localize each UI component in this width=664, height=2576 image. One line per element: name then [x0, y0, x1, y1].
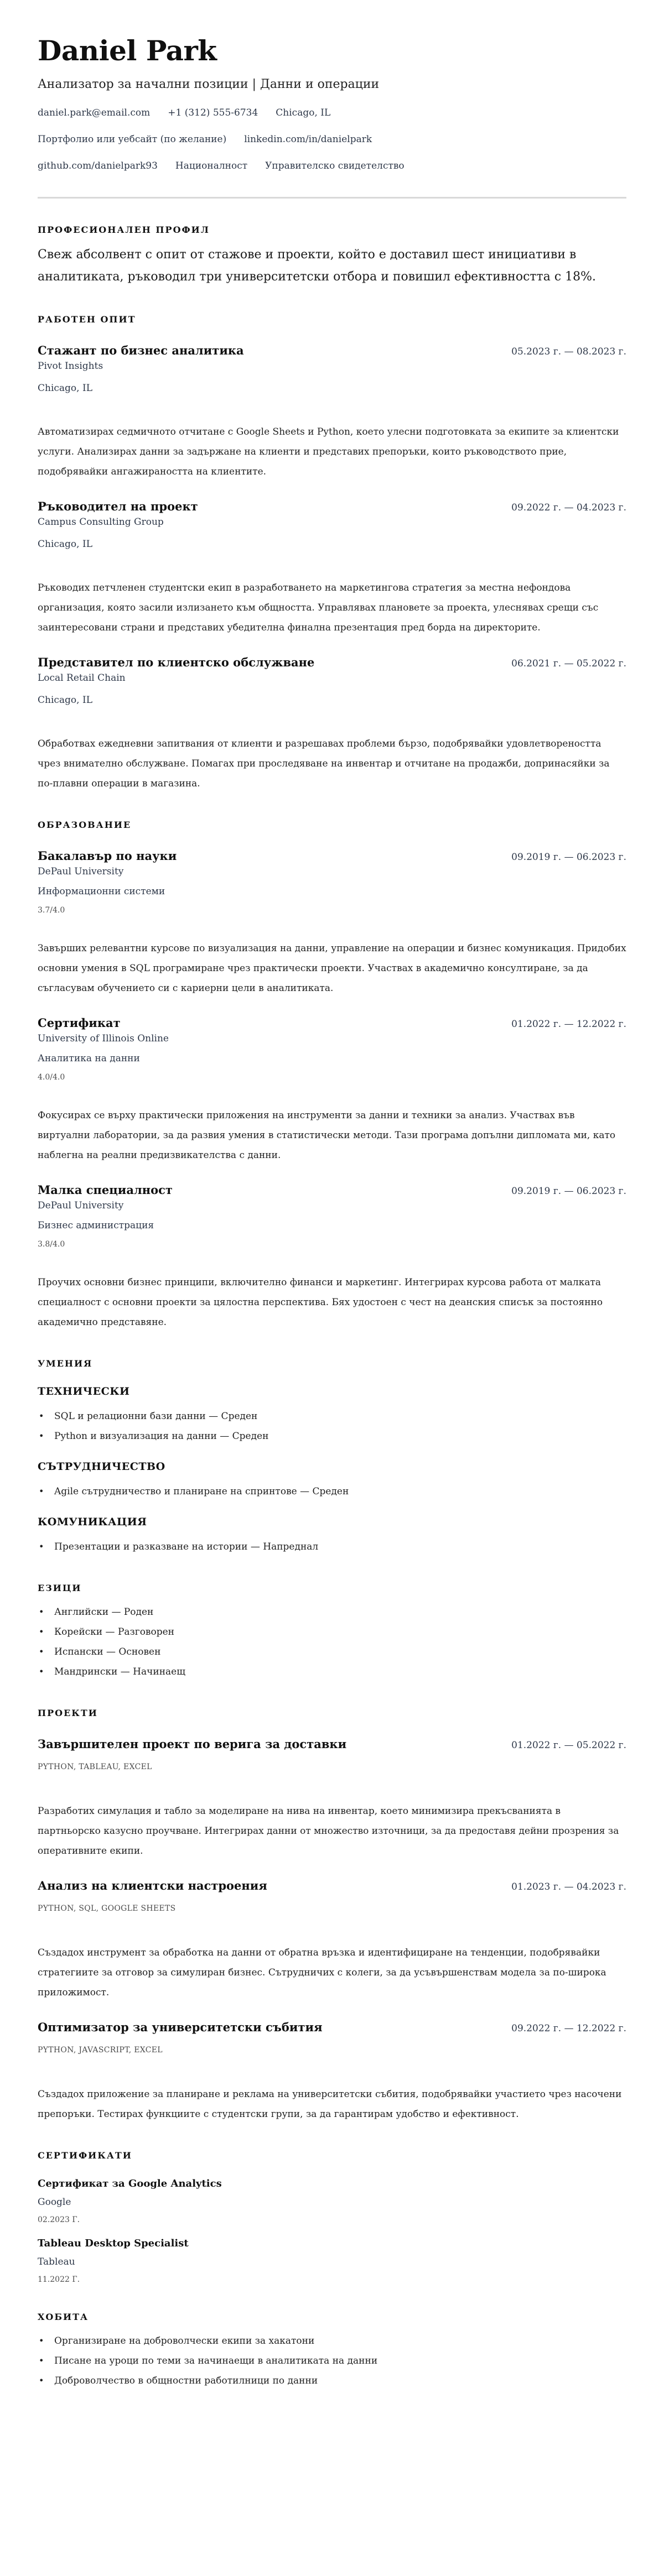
project-tech-stack: PYTHON, TABLEAU, EXCEL [38, 1762, 152, 1771]
hobby-item: • Доброволчество в общностни работилници по данни [38, 2371, 626, 2391]
institution: DePaul University [38, 866, 124, 877]
degree-description: Завърших релевантни курсове по визуализация на данни, управление на операции и бизнес комуникация. Придобих основни умения в SQL програмиране чрез практически проекти. Участвах в академично консултиране, за да съгласувам обучението си с кариерни цели в аналитиката. [38, 943, 626, 994]
gpa: 3.7/4.0 [38, 906, 65, 915]
gpa: 3.8/4.0 [38, 1240, 65, 1249]
education-entry [38, 1015, 626, 1165]
project-dates: 01.2023 г. — 04.2023 г. [511, 1881, 626, 1892]
experience-entry [38, 654, 626, 794]
section-title-profile: ПРОФЕСИОНАЛЕН ПРОФИЛ [38, 225, 210, 235]
certificate-issuer: Google [38, 2197, 71, 2208]
contact-nationality: Националност [175, 160, 248, 171]
skill-group-title: СЪТРУДНИЧЕСТВО [38, 1461, 165, 1473]
job-location: Chicago, IL [38, 539, 92, 550]
skill-group-title: ТЕХНИЧЕСКИ [38, 1385, 130, 1397]
hobby-item: • Организиране на доброволчески екипи за хакатони [38, 2331, 626, 2351]
contact-license: Управителско свидетелство [265, 160, 404, 171]
skill-item: • Agile сътрудничество и планиране на спринтове — Среден [38, 1482, 626, 1501]
resume-header [38, 33, 626, 199]
job-dates: 06.2021 г. — 05.2022 г. [511, 658, 626, 669]
experience-entry [38, 342, 626, 482]
job-description: Автоматизирах седмичното отчитане с Google Sheets и Python, което улесни подготовката за екипите за клиентски услуги. Анализирах данни за задържане на клиенти и представих препоръки, които ръководството прие, подобрявайки ангажираността на клиентите. [38, 426, 619, 477]
section-title-certificates: СЕРТИФИКАТИ [38, 2150, 132, 2161]
certificate-title: Сертификат за Google Analytics [38, 2178, 222, 2189]
degree-title: Бакалавър по науки [38, 849, 177, 863]
job-description: Обработвах ежедневни запитвания от клиенти и разрешавах проблеми бързо, подобрявайки удовлетвореността чрез внимателно обслужване. Помагах при проследяване на инвентар и отчитане на продажби, допринасяйки за по-плавни операции в магазина. [38, 738, 610, 789]
candidate-name: Daniel Park [38, 34, 217, 67]
section-experience [38, 314, 626, 794]
language-item: • Мандрински — Начинаещ [38, 1662, 626, 1682]
skill-group-title: КОМУНИКАЦИЯ [38, 1516, 147, 1528]
section-title-experience: РАБОТЕН ОПИТ [38, 314, 136, 325]
degree-dates: 09.2019 г. — 06.2023 г. [511, 1186, 626, 1197]
certificate-title: Tableau Desktop Specialist [38, 2238, 189, 2249]
degree-title: Сертификат [38, 1016, 121, 1030]
project-description: Създадох инструмент за обработка на данни от обратна връзка и идентифициране на тенденции, подобрявайки стратегиите за отговор за симулиран бизнес. Сътрудничих с колеги, за да усъвършенствам модела за по-широка приложимост. [38, 1947, 606, 1998]
education-entry [38, 1182, 626, 1332]
language-item: • Английски — Роден [38, 1602, 626, 1622]
contact-location: Chicago, IL [276, 107, 331, 118]
project-dates: 09.2022 г. — 12.2022 г. [511, 2023, 626, 2034]
candidate-headline: Анализатор за начални позиции | Данни и операции [38, 77, 380, 91]
skill-item: • Python и визуализация на данни — Среден [38, 1426, 626, 1446]
degree-dates: 01.2022 г. — 12.2022 г. [511, 1019, 626, 1030]
contact-portfolio[interactable]: Портфолио или уебсайт (по желание) [38, 134, 227, 145]
skill-item: • Презентации и разказване на истории — Напреднал [38, 1537, 626, 1557]
contact-email[interactable]: daniel.park@email.com [38, 107, 151, 118]
project-entry [38, 1878, 626, 2003]
section-skills [38, 1358, 626, 1557]
language-item: • Корейски — Разговорен [38, 1622, 626, 1642]
project-title: Оптимизатор за университетски събития [38, 2020, 323, 2034]
language-item: • Испански — Основен [38, 1642, 626, 1662]
section-certificates [38, 2150, 626, 2286]
field-of-study: Аналитика на данни [38, 1053, 140, 1064]
section-title-hobbies: ХОБИТА [38, 2312, 89, 2322]
job-company: Local Retail Chain [38, 672, 126, 684]
contact-row-2 [38, 133, 626, 146]
job-dates: 09.2022 г. — 04.2023 г. [511, 502, 626, 513]
section-education [38, 819, 626, 1332]
institution: University of Illinois Online [38, 1033, 169, 1044]
certificate-entry [38, 2176, 626, 2226]
degree-dates: 09.2019 г. — 06.2023 г. [511, 852, 626, 863]
section-projects [38, 1707, 626, 2124]
project-title: Анализ на клиентски настроения [38, 1879, 267, 1892]
section-title-projects: ПРОЕКТИ [38, 1708, 98, 1718]
skill-item: • SQL и релационни бази данни — Среден [38, 1406, 626, 1426]
degree-description: Фокусирах се върху практически приложения на инструменти за данни и техники за анализ. Участвах във виртуални лаборатории, за да развия умения в статистически методи. Тази програма допълни дипломата ми, като наблегна на реални предизвикателства с данни. [38, 1110, 616, 1161]
contact-github[interactable]: github.com/danielpark93 [38, 160, 158, 171]
section-profile [38, 224, 626, 288]
skill-group-collaboration [38, 1459, 626, 1501]
section-title-languages: ЕЗИЦИ [38, 1583, 82, 1593]
section-languages [38, 1582, 626, 1682]
section-hobbies [38, 2311, 626, 2391]
job-title: Ръководител на проект [38, 499, 198, 513]
job-company: Campus Consulting Group [38, 517, 164, 528]
degree-description: Проучих основни бизнес принципи, включително финанси и маркетинг. Интегрирах курсова работа от малката специалност с основни проекти за цялостна перспектива. Бях удостоен с чест на деанския списък за постоянно академично представяне. [38, 1277, 603, 1328]
job-location: Chicago, IL [38, 695, 92, 706]
project-dates: 01.2022 г. — 05.2022 г. [511, 1740, 626, 1751]
experience-entry [38, 498, 626, 638]
contact-phone[interactable]: +1 (312) 555-6734 [168, 107, 258, 118]
contact-row-3 [38, 159, 626, 173]
job-description: Ръководих петчленен студентски екип в разработването на маркетингова стратегия за местна нефондова организация, която засили излизането към общността. Управлявах плановете за проекта, улеснявах срещи със заинтересовани страни и представих убедителна финална презентация пред борда на директорите. [38, 582, 599, 633]
project-tech-stack: PYTHON, SQL, GOOGLE SHEETS [38, 1904, 176, 1913]
job-title: Стажант по бизнес аналитика [38, 343, 244, 357]
job-title: Представител по клиентско обслужване [38, 655, 315, 669]
section-title-education: ОБРАЗОВАНИЕ [38, 820, 132, 830]
education-entry [38, 848, 626, 998]
certificate-entry [38, 2236, 626, 2286]
certificate-date: 02.2023 Г. [38, 2215, 80, 2224]
job-company: Pivot Insights [38, 361, 103, 372]
institution: DePaul University [38, 1200, 124, 1211]
hobby-item: • Писане на уроци по теми за начинаещи в аналитиката на данни [38, 2351, 626, 2371]
profile-summary: Свеж абсолвент с опит от стажове и проекти, който е доставил шест инициативи в аналитиката, ръководил три университетски отбора и повишил ефективността с 18%. [38, 248, 596, 284]
skill-group-technical [38, 1384, 626, 1446]
field-of-study: Бизнес администрация [38, 1220, 154, 1231]
project-entry [38, 2019, 626, 2124]
project-tech-stack: PYTHON, JAVASCRIPT, EXCEL [38, 2046, 163, 2054]
header-divider [38, 197, 626, 199]
certificate-date: 11.2022 Г. [38, 2275, 80, 2284]
skill-group-communication [38, 1515, 626, 1557]
project-description: Разработих симулация и табло за моделиране на нива на инвентар, което минимизира прекъсванията в партньорско казусно проучване. Интегрирах данни от множество източници, за да предоставя дейни прозрения за оперативните екипи. [38, 1806, 619, 1857]
project-entry [38, 1736, 626, 1861]
contact-linkedin[interactable]: linkedin.com/in/danielpark [244, 134, 372, 145]
degree-title: Малка специалност [38, 1183, 173, 1197]
project-description: Създадох приложение за планиране и реклама на университетски събития, подобрявайки участието чрез насочени препоръки. Тестирах функциите с студентски групи, за да гарантирам удобство и ефективност. [38, 2089, 622, 2120]
job-dates: 05.2023 г. — 08.2023 г. [511, 346, 626, 357]
gpa: 4.0/4.0 [38, 1073, 65, 1082]
certificate-issuer: Tableau [38, 2256, 75, 2267]
field-of-study: Информационни системи [38, 886, 165, 897]
project-title: Завършителен проект по верига за доставки [38, 1737, 347, 1751]
job-location: Chicago, IL [38, 383, 92, 394]
section-title-skills: УМЕНИЯ [38, 1358, 93, 1369]
contact-row-1 [38, 106, 626, 119]
